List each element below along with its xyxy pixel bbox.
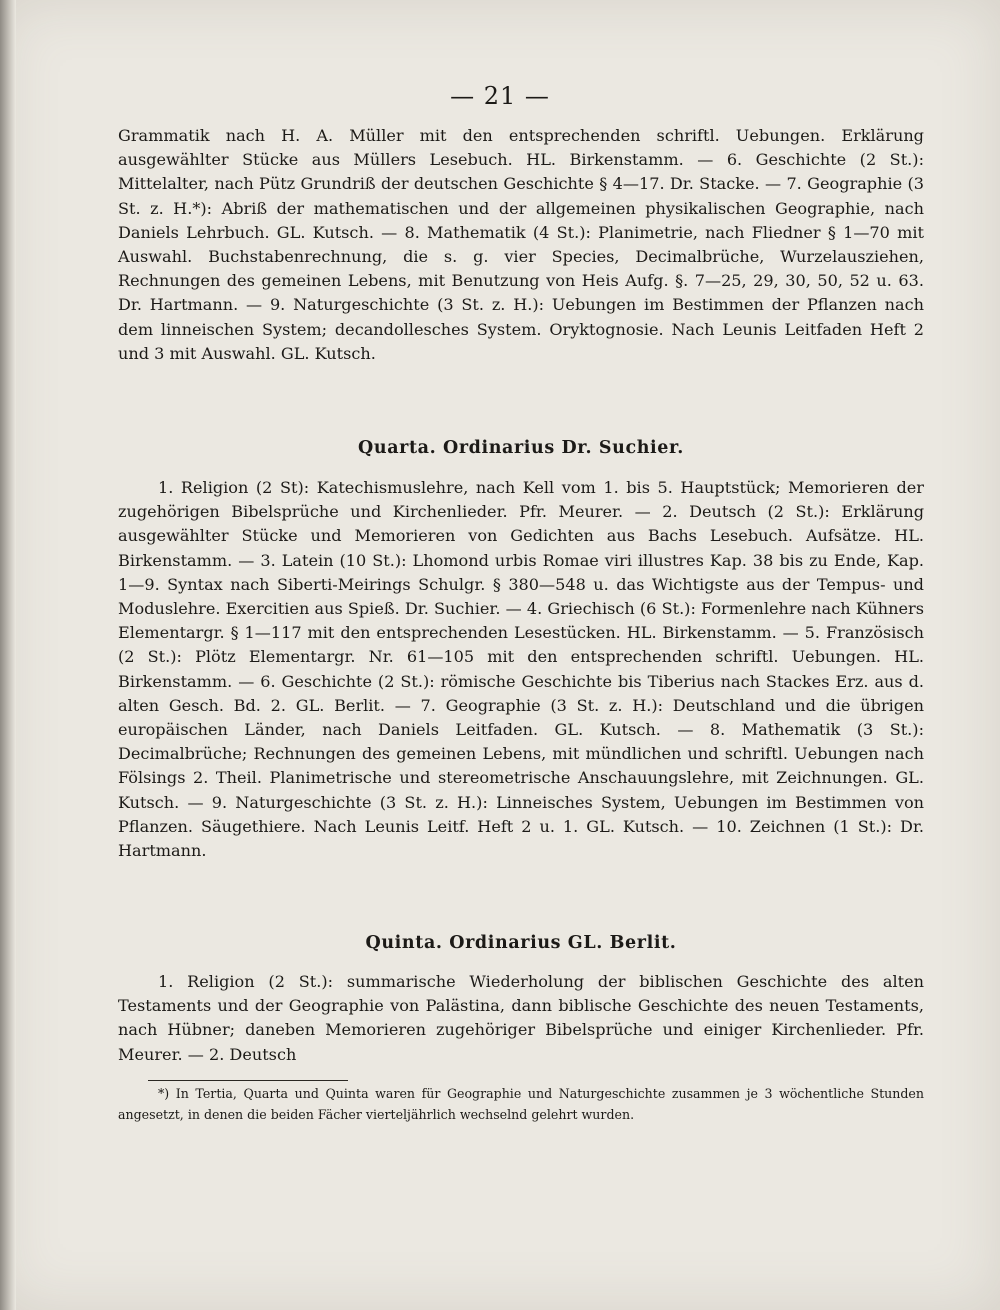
section-quinta: [118, 933, 924, 953]
footnote-rule: [148, 1080, 348, 1081]
section-quarta: [118, 438, 924, 458]
quarta-body: [118, 476, 924, 863]
quarta-heading: Quarta. Ordinarius Dr. Suchier.: [358, 438, 684, 458]
binding-edge: [0, 0, 16, 1310]
footnote-block: [118, 1084, 924, 1125]
page-number: — 21 —: [450, 82, 550, 110]
section-continued: [118, 124, 924, 366]
quinta-body: [118, 970, 924, 1067]
quarta-paragraph: 1. Religion (2 St): Katechismuslehre, nach Kell vom 1. bis 5. Hauptstück; Memorieren der zugehörigen Bibelsprüche und Kirchenlieder. Pfr. Meurer. — 2. Deutsch (2 St.): Erklärung ausgewählter Stücke und Memorieren von Gedichten aus Bachs Lesebuch. Aufsätze. HL. Birkenstamm. — 3. Latein (10 St.): Lhomond urbis Romae viri illustres Kap. 38 bis zu Ende, Kap. 1—9. Syntax nach Siberti-Meirings Schulgr. § 380—548 u. das Wichtigste aus der Tempus- und Moduslehre. Exercitien aus Spieß. Dr. Suchier. — 4. Griechisch (6 St.): Formenlehre nach Kühners Elementargr. § 1—117 mit den entsprechenden Lesestücken. HL. Birkenstamm. — 5. Französisch (2 St.): Plötz Elementargr. Nr. 61—105 mit den entsprechenden schriftl. Uebungen. HL. Birkenstamm. — 6. Geschichte (2 St.): römische Geschichte bis Tiberius nach Stackes Erz. aus d. alten Gesch. Bd. 2. GL. Berlit. — 7. Geographie (3 St. z. H.): Deutschland und die übrigen europäischen Länder, nach Daniels Leitfaden. GL. Kutsch. — 8. Mathematik (3 St.): Decimalbrüche; Rechnungen des gemeinen Lebens, mit mündlichen und schriftl. Uebungen nach Fölsings 2. Theil. Planimetrische und stereometrische Anschauungslehre, mit Zeichnungen. GL. Kutsch. — 9. Naturgeschichte (3 St. z. H.): Linneisches System, Uebungen im Bestimmen von Pflanzen. Säugethiere. Nach Leunis Leitf. Heft 2 u. 1. GL. Kutsch. — 10. Zeichnen (1 St.): Dr. Hartmann.: [118, 478, 924, 861]
quinta-paragraph: 1. Religion (2 St.): summarische Wiederholung der biblischen Geschichte des alten Testaments und der Geographie von Palästina, dann biblische Geschichte des neuen Testaments, nach Hübner; daneben Memorieren zugehöriger Bibelsprüche und einiger Kirchenlieder. Pfr. Meurer. — 2. Deutsch: [118, 972, 924, 1064]
quinta-heading: Quinta. Ordinarius GL. Berlit.: [365, 933, 677, 953]
footnote-text: *) In Tertia, Quarta und Quinta waren für Geographie und Naturgeschichte zusammen je 3 wöchentliche Stunden angesetzt, in denen die beiden Fächer vierteljährlich wechselnd gelehrt wurden.: [118, 1086, 924, 1122]
continued-paragraph: Grammatik nach H. A. Müller mit den entsprechenden schriftl. Uebungen. Erklärung ausgewählter Stücke aus Müllers Lesebuch. HL. Birkenstamm. — 6. Geschichte (2 St.): Mittelalter, nach Pütz Grundriß der deutschen Geschichte § 4—17. Dr. Stacke. — 7. Geographie (3 St. z. H.*): Abriß der mathematischen und der allgemeinen physikalischen Geographie, nach Daniels Lehrbuch. GL. Kutsch. — 8. Mathematik (4 St.): Planimetrie, nach Fliedner § 1—70 mit Auswahl. Buchstabenrechnung, die s. g. vier Species, Decimalbrüche, Wurzelausziehen, Rechnungen des gemeinen Lebens, mit Benutzung von Heis Aufg. §. 7—25, 29, 30, 50, 52 u. 63. Dr. Hartmann. — 9. Naturgeschichte (3 St. z. H.): Uebungen im Bestimmen der Pflanzen nach dem linneischen System; decandollesches System. Oryktognosie. Nach Leunis Leitfaden Heft 2 und 3 mit Auswahl. GL. Kutsch.: [118, 126, 924, 363]
